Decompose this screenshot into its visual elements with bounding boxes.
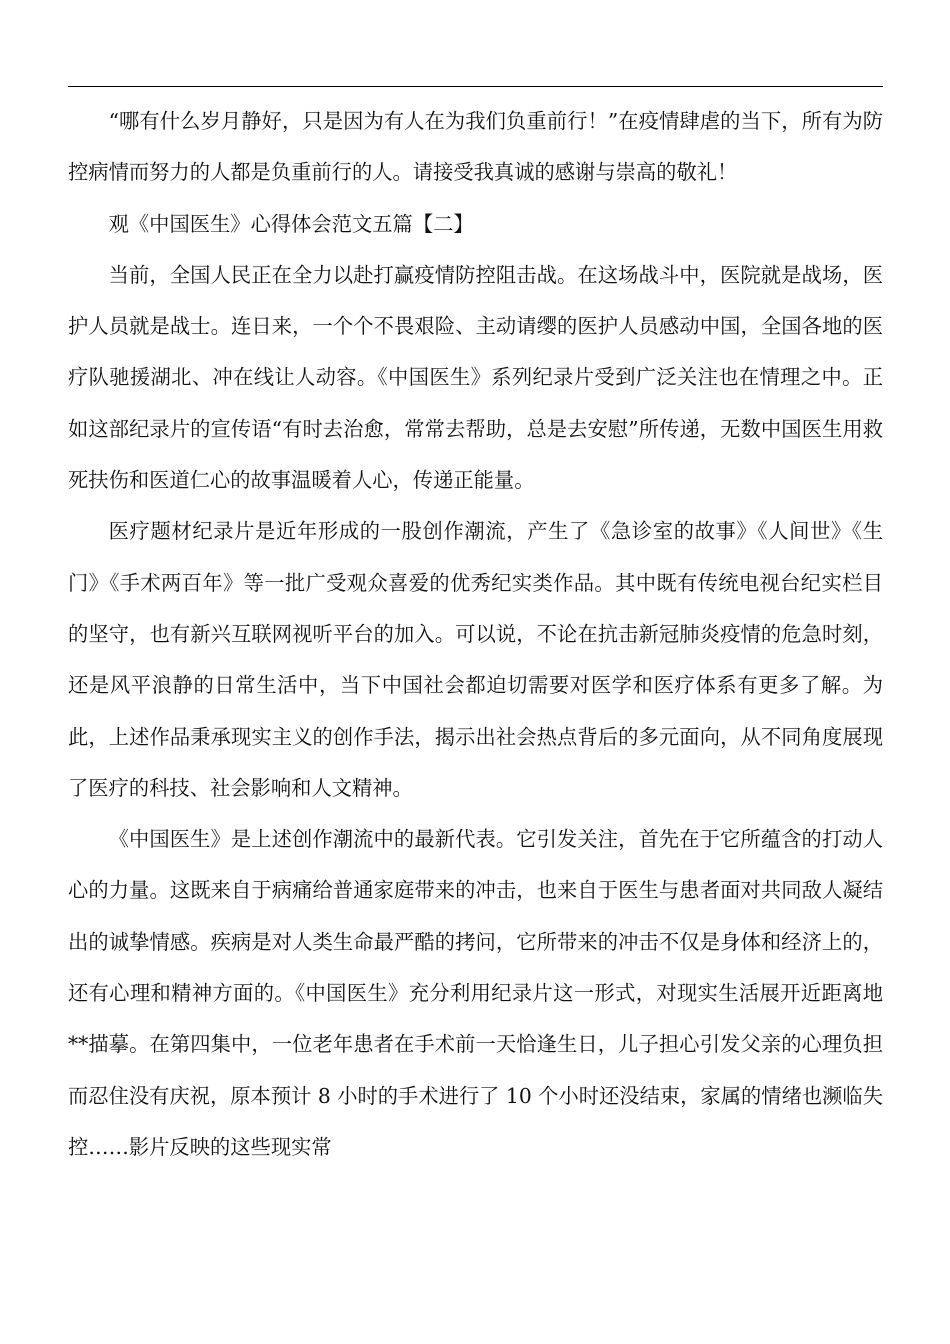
- header-rule: [68, 86, 883, 87]
- document-body: [68, 96, 883, 1173]
- paragraph-china-doctors: 《中国医生》是上述创作潮流中的最新代表。它引发关注，首先在于它所蕴含的打动人心的力量。这既来自于病痛给普通家庭带来的冲击，也来自于医生与患者面对共同敌人凝结出的诚挚情感。疾病是对人类生命最严酷的拷问，它所带来的冲击不仅是身体和经济上的，还有心理和精神方面的。《中国医生》充分利用纪录片这一形式，对现实生活展开近距离地**描摹。在第四集中，一位老年患者在手术前一天恰逢生日，儿子担心引发父亲的心理负担而忍住没有庆祝，原本预计 8 小时的手术进行了 10 个小时还没结束，家属的情绪也濒临失控……影片反映的这些现实常: [68, 827, 883, 1159]
- section-heading: 观《中国医生》心得体会范文五篇【二】: [108, 211, 474, 236]
- paragraph-closing-salute: “哪有什么岁月静好，只是因为有人在为我们负重前行！”在疫情肆虐的当下，所有为防控病情而努力的人都是负重前行的人。请接受我真诚的感谢与崇高的敬礼！: [68, 109, 883, 185]
- paragraph-documentary-trend: 医疗题材纪录片是近年形成的一股创作潮流，产生了《急诊室的故事》《人间世》《生门》《手术两百年》等一批广受观众喜爱的优秀纪实类作品。其中既有传统电视台纪实栏目的坚守，也有新兴互联网视听平台的加入。可以说，不论在抗击新冠肺炎疫情的危急时刻，还是风平浪静的日常生活中，当下中国社会都迫切需要对医学和医疗体系有更多了解。为此，上述作品秉承现实主义的创作手法，揭示出社会热点背后的多元面向，从不同角度展现了医疗的科技、社会影响和人文精神。: [68, 519, 883, 800]
- paragraph-intro: 当前，全国人民正在全力以赴打赢疫情防控阻击战。在这场战斗中，医院就是战场，医护人员就是战士。连日来，一个个不畏艰险、主动请缨的医护人员感动中国，全国各地的医疗队驰援湖北、冲在线让人动容。《中国医生》系列纪录片受到广泛关注也在情理之中。正如这部纪录片的宣传语“有时去治愈，常常去帮助，总是去安慰”所传递，无数中国医生用救死扶伤和医道仁心的故事温暖着人心，传递正能量。: [68, 262, 883, 493]
